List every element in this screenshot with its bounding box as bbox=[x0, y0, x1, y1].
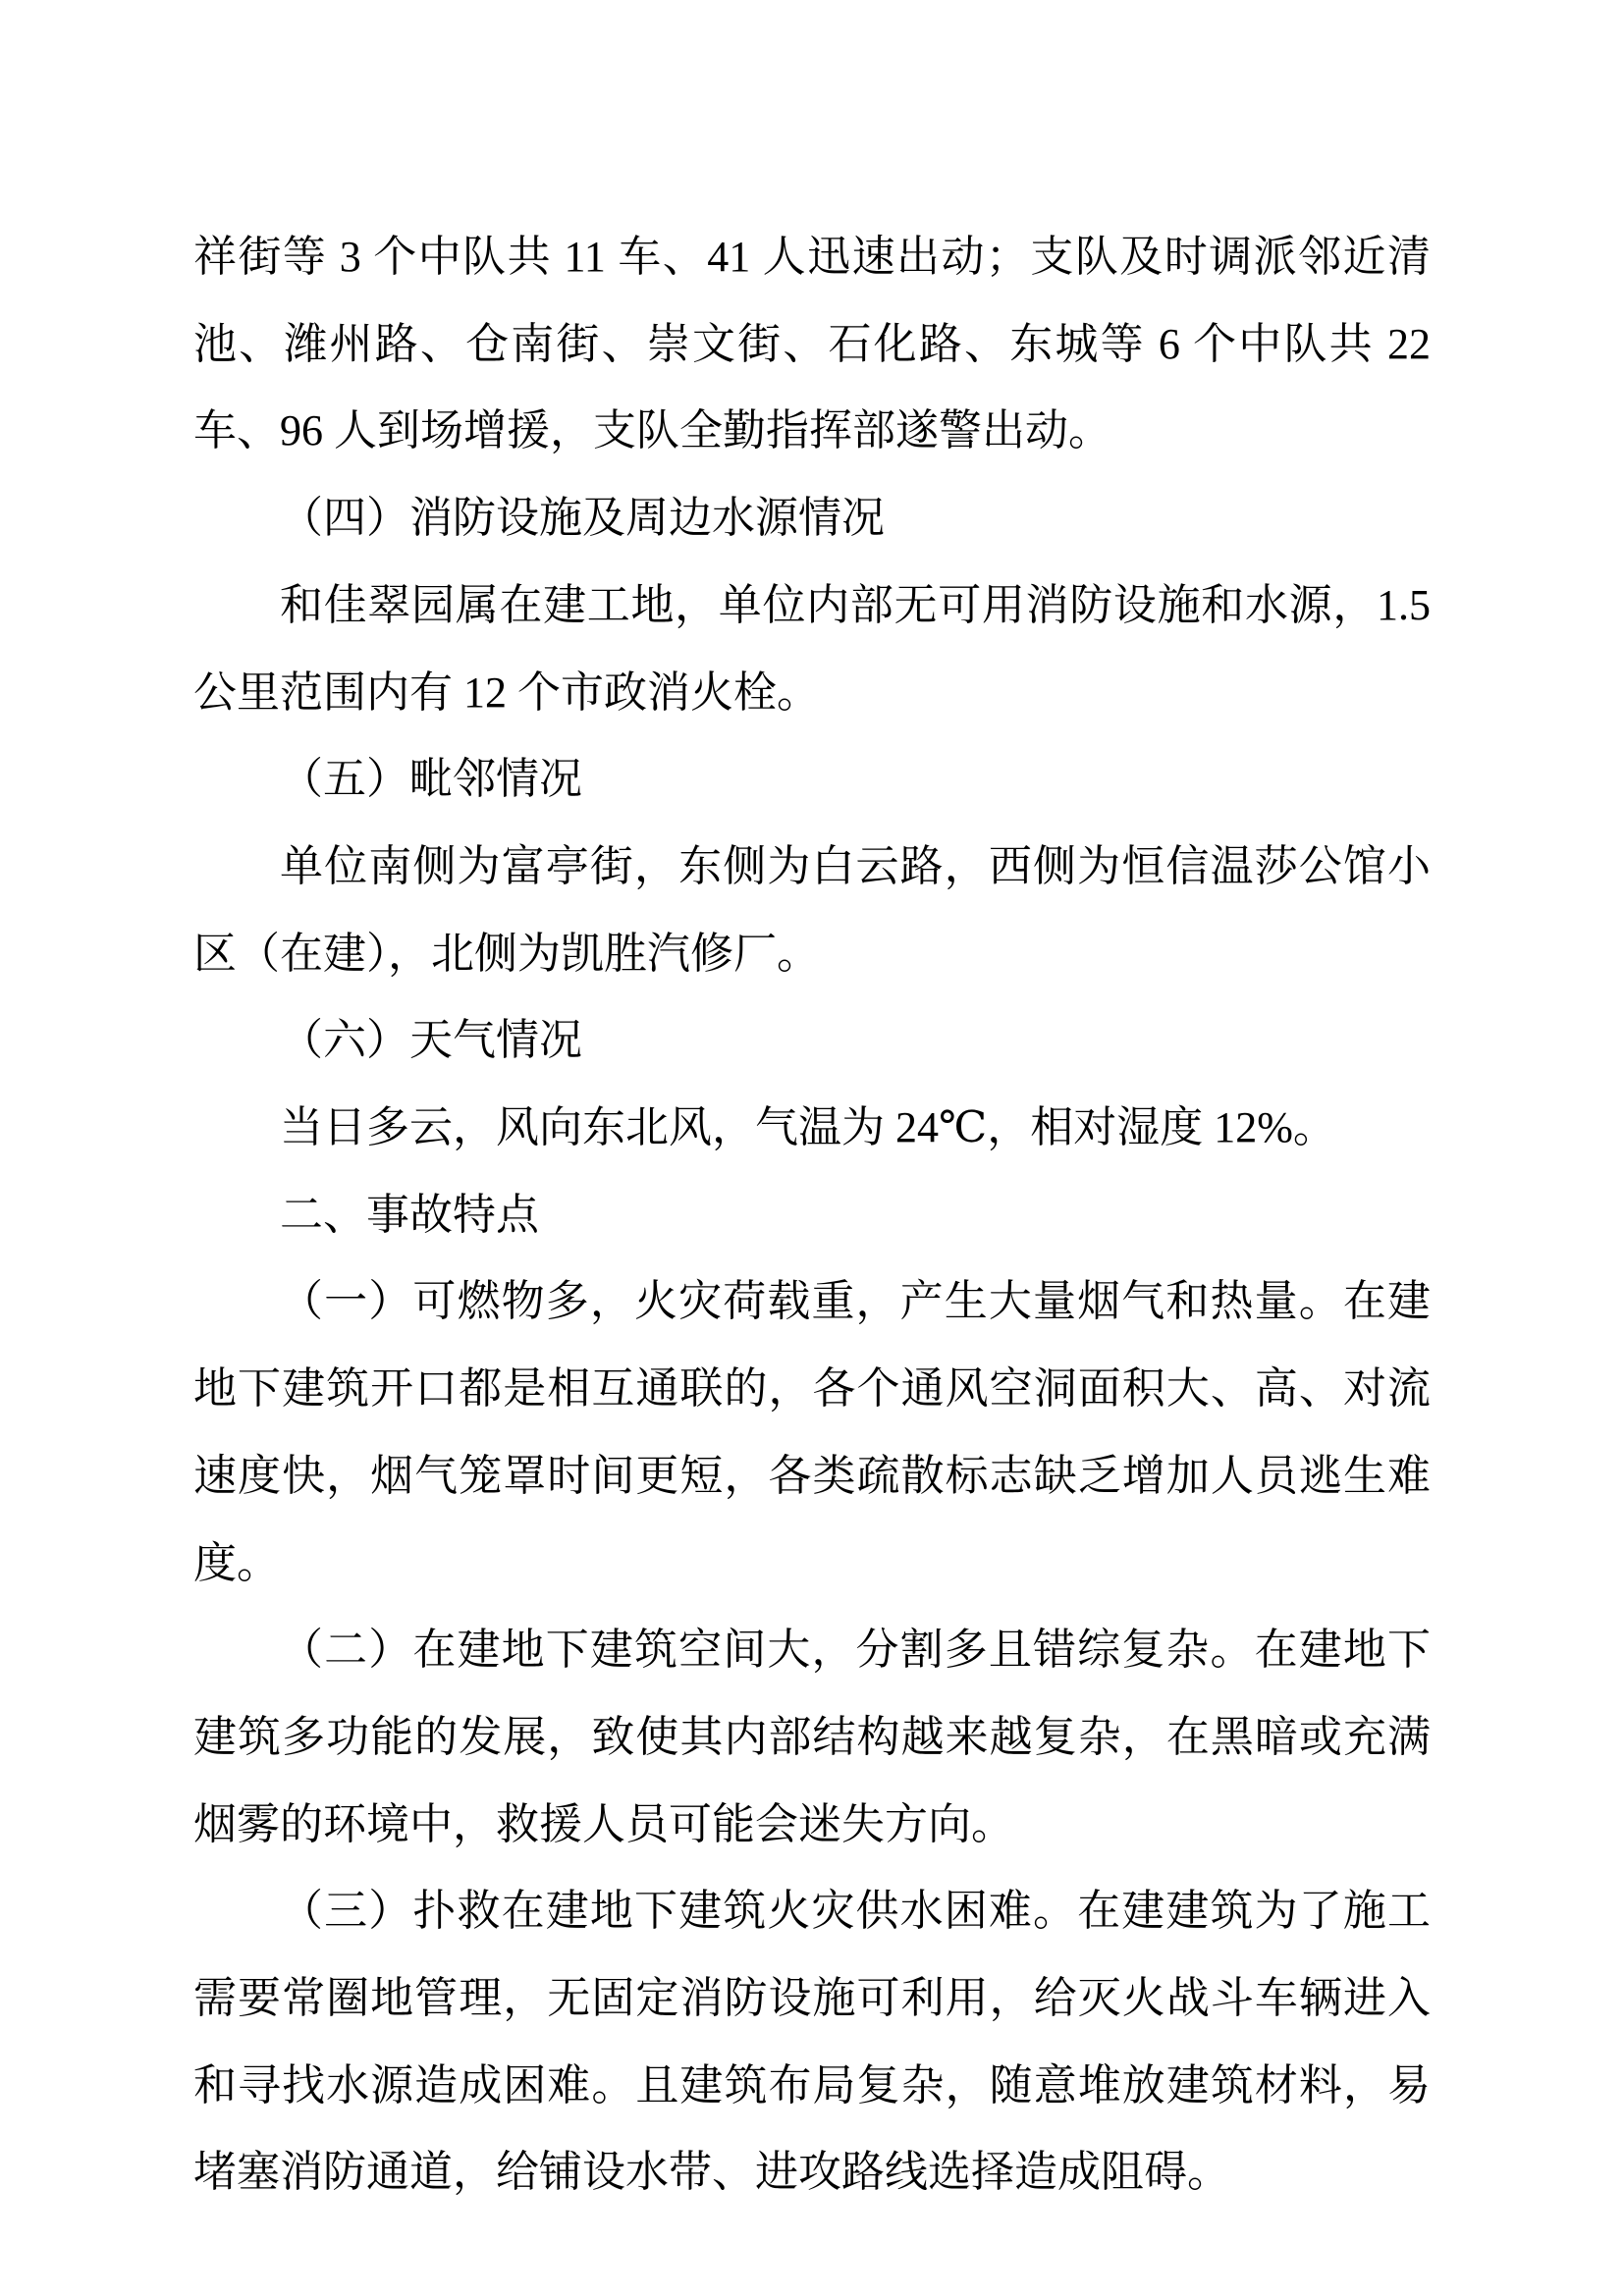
section-heading: 二、事故特点 bbox=[280, 1190, 539, 1239]
body-paragraph: （二）在建地下建筑空间大，分割多且错综复杂。在建地下建筑多功能的发展，致使其内部结构越来越复杂，在黑暗或充满烟雾的环境中，救援人员可能会迷失方向。 bbox=[193, 1626, 1431, 1848]
body-paragraph: 祥街等 3 个中队共 11 车、41 人迅速出动；支队及时调派邻近清池、潍州路、仓南街、崇文街、石化路、东城等 6 个中队共 22 车、96 人到场增援，支队全勤指挥部遂警出动。 bbox=[193, 233, 1431, 455]
body-paragraph: （一）可燃物多，火灾荷载重，产生大量烟气和热量。在建地下建筑开口都是相互通联的，各个通风空洞面积大、高、对流速度快，烟气笼罩时间更短，各类疏散标志缺乏增加人员逃生难度。 bbox=[193, 1277, 1431, 1587]
body-paragraph: （三）扑救在建地下建筑火灾供水困难。在建建筑为了施工需要常圈地管理，无固定消防设施可利用，给灭火战斗车辆进入和寻找水源造成困难。且建筑布局复杂，随意堆放建筑材料，易堵塞消防通道，给铺设水带、进攻路线选择造成阻碍。 bbox=[193, 1887, 1431, 2197]
section-heading: （四）消防设施及周边水源情况 bbox=[280, 494, 885, 543]
section-heading: （五）毗邻情况 bbox=[280, 755, 582, 804]
body-paragraph: 单位南侧为富亭街，东侧为白云路，西侧为恒信温莎公馆小区（在建），北侧为凯胜汽修厂。 bbox=[193, 841, 1431, 978]
section-heading: （六）天气情况 bbox=[280, 1016, 582, 1065]
body-paragraph: 当日多云，风向东北风，气温为 24℃，相对湿度 12%。 bbox=[280, 1103, 1336, 1152]
document-content bbox=[193, 214, 1431, 2216]
body-paragraph: 和佳翠园属在建工地，单位内部无可用消防设施和水源，1.5 公里范围内有 12 个市政消火栓。 bbox=[193, 580, 1431, 717]
